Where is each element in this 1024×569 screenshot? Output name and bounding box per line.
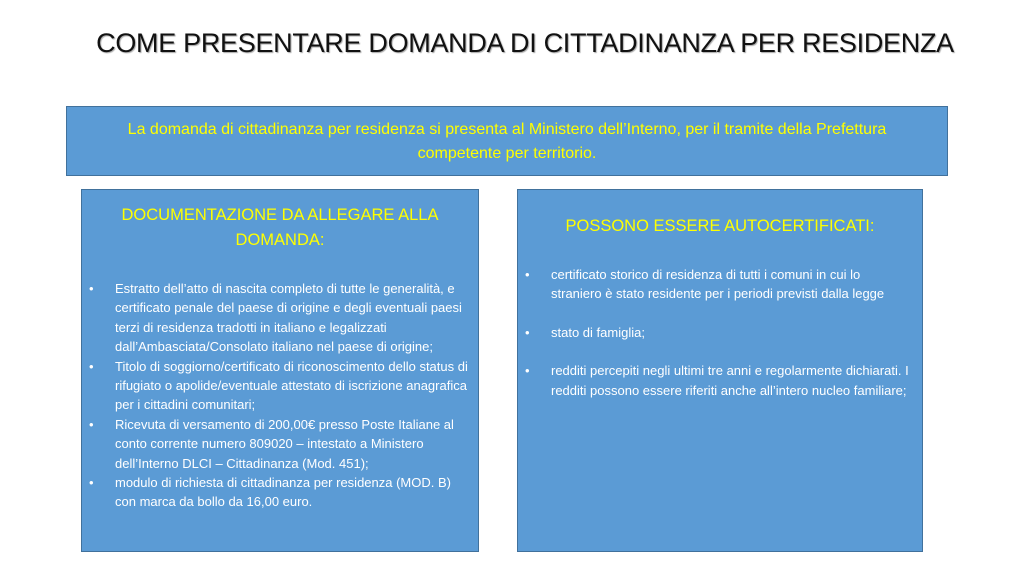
bullet-icon: • — [89, 475, 94, 491]
bullet-icon: • — [89, 416, 94, 432]
list-item — [518, 323, 914, 342]
documentation-list — [82, 279, 478, 512]
self-certification-panel — [517, 189, 923, 552]
list-item — [82, 473, 470, 512]
list-item-text: stato di famiglia; — [551, 324, 645, 340]
list-item-text: certificato storico di residenza di tutti i comuni in cui lo straniero è stato residente per i periodi previsti dalla legge — [551, 267, 885, 302]
list-item-text: Ricevuta di versamento di 200,00€ presso Poste Italiane al conto corrente numero 809020 – intestato a Ministero dell’Interno DLCI – Cittadinanza (Mod. 451); — [115, 416, 454, 471]
self-certification-list — [518, 265, 922, 400]
bullet-icon: • — [525, 267, 530, 282]
bullet-icon: • — [525, 324, 530, 340]
list-item-text: Estratto dell’atto di nascita completo di tutte le generalità, e certificato penale del paese di origine e degli eventuali paesi terzi di residenza tradotti in italiano e legalizzati dall’Ambasciata/Consolato italiano nel paese di origine; — [115, 281, 462, 355]
list-item-text: modulo di richiesta di cittadinanza per residenza (MOD. B) con marca da bollo da 16,00 euro. — [115, 475, 451, 510]
list-item — [518, 361, 914, 400]
list-item-text: redditi percepiti negli ultimi tre anni e regolarmente dichiarati. I redditi possono essere riferiti anche all’intero nucleo familiare; — [551, 363, 909, 398]
intro-text: La domanda di cittadinanza per residenza si presenta al Ministero dell’Interno, per il tramite della Prefettura competente per territorio. — [127, 121, 887, 162]
intro-box — [66, 106, 948, 176]
list-item — [518, 265, 914, 304]
list-item — [82, 279, 470, 357]
self-certification-heading: POSSONO ESSERE AUTOCERTIFICATI: — [565, 217, 875, 235]
documentation-heading: DOCUMENTAZIONE DA ALLEGARE ALLA DOMANDA: — [121, 206, 439, 249]
list-item — [82, 415, 470, 473]
list-item — [82, 357, 470, 415]
documentation-panel — [81, 189, 479, 552]
slide-title: COME PRESENTARE DOMANDA DI CITTADINANZA PER RESIDENZA — [96, 28, 954, 58]
bullet-icon: • — [525, 363, 530, 379]
list-item-text: Titolo di soggiorno/certificato di riconoscimento dello status di rifugiato o apolide/eventuale attestato di iscrizione anagrafica per i cittadini comunitari; — [115, 358, 468, 413]
bullet-icon: • — [89, 281, 94, 296]
bullet-icon: • — [89, 358, 94, 374]
